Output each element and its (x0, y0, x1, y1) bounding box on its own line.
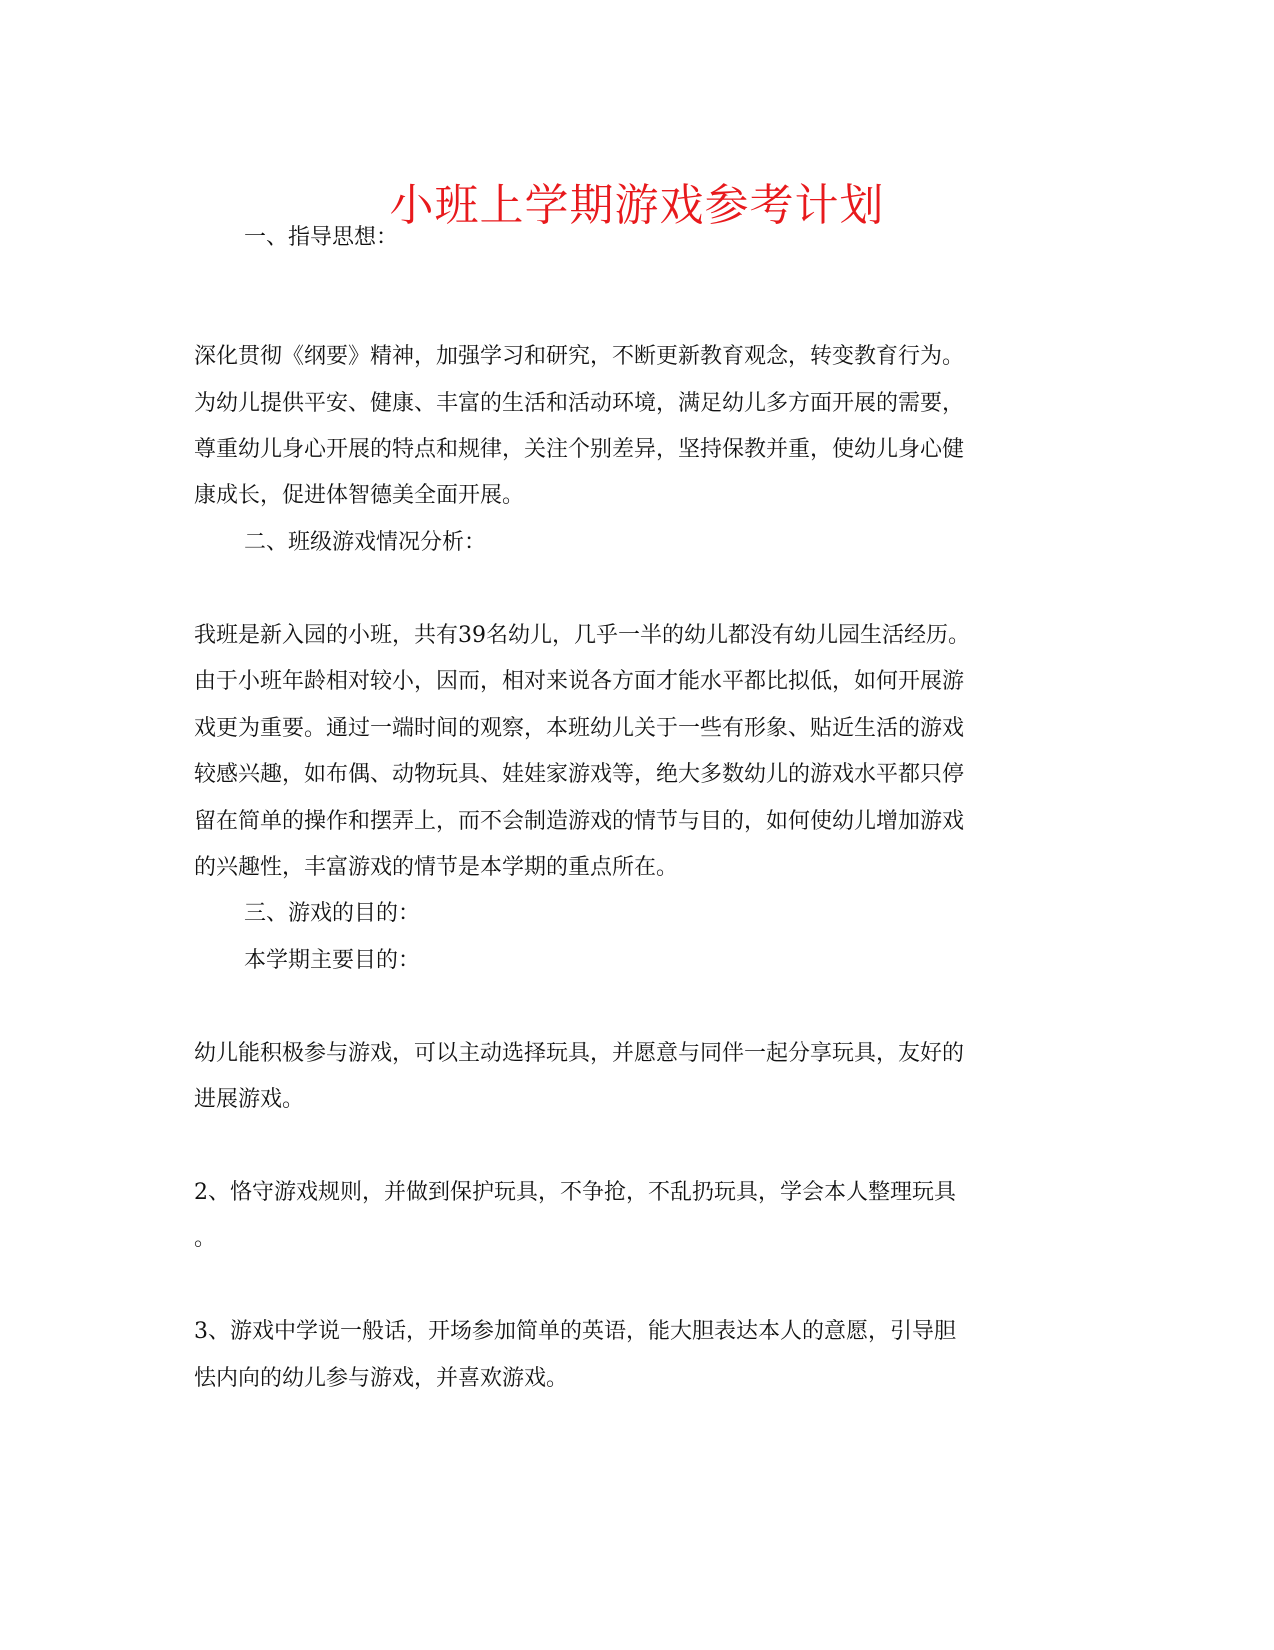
section-3-subheading: 本学期主要目的： (244, 948, 421, 973)
section-2-line: 我班是新入园的小班，共有39名幼儿，几乎一半的幼儿都没有幼儿园生活经历。 (194, 623, 970, 648)
section-2-line: 戏更为重要。通过一端时间的观察，本班幼儿关于一些有形象、贴近生活的游戏 (194, 716, 965, 741)
section-1-line: 深化贯彻《纲要》精神，加强学习和研究，不断更新教育观念，转变教育行为。 (194, 344, 965, 369)
goal-1-line: 幼儿能积极参与游戏，可以主动选择玩具，并愿意与同伴一起分享玩具，友好的 (194, 1041, 965, 1066)
section-2-line: 较感兴趣，如布偶、动物玩具、娃娃家游戏等，绝大多数幼儿的游戏水平都只停 (194, 762, 965, 787)
section-1-line: 康成长，促进体智德美全面开展。 (194, 483, 525, 508)
section-1-line: 尊重幼儿身心开展的特点和规律，关注个别差异，坚持保教并重，使幼儿身心健 (194, 437, 965, 462)
goal-2-line: 2、恪守游戏规则，并做到保护玩具，不争抢，不乱扔玩具，学会本人整理玩具 (194, 1180, 956, 1205)
goal-2-line: 。 (194, 1226, 217, 1251)
section-3-heading: 三、游戏的目的： (244, 901, 421, 926)
section-2-line: 由于小班年龄相对较小，因而，相对来说各方面才能水平都比拟低，如何开展游 (194, 669, 965, 694)
goal-1-line: 进展游戏。 (194, 1087, 305, 1112)
goal-3-line: 怯内向的幼儿参与游戏，并喜欢游戏。 (194, 1366, 569, 1391)
section-1-line: 为幼儿提供平安、健康、丰富的生活和活动环境，满足幼儿多方面开展的需要， (194, 391, 965, 416)
section-2-line: 留在简单的操作和摆弄上，而不会制造游戏的情节与目的，如何使幼儿增加游戏 (194, 809, 965, 834)
document-title: 小班上学期游戏参考计划 (389, 180, 885, 231)
section-2-line: 的兴趣性，丰富游戏的情节是本学期的重点所在。 (194, 855, 679, 880)
section-2-heading: 二、班级游戏情况分析： (244, 530, 487, 555)
goal-3-line: 3、游戏中学说一般话，开场参加简单的英语，能大胆表达本人的意愿，引导胆 (194, 1319, 956, 1344)
section-1-heading: 一、指导思想： (244, 225, 399, 250)
